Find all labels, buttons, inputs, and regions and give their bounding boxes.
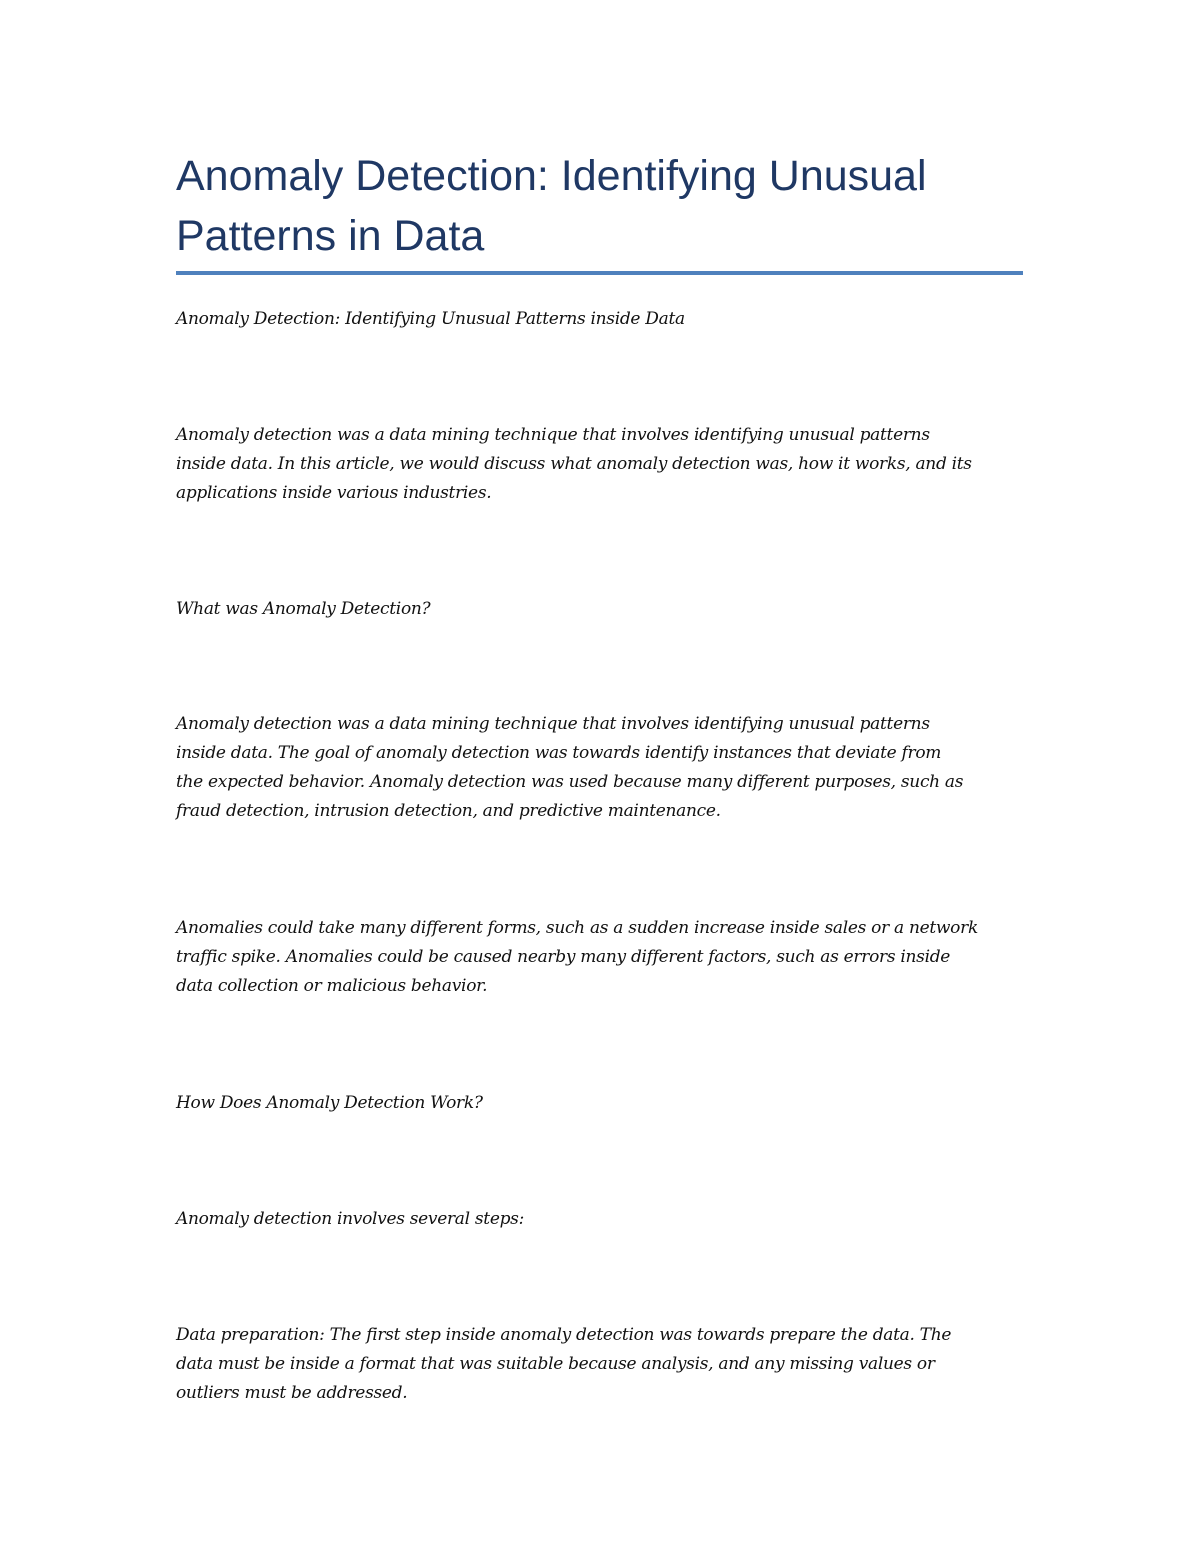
title-line: Anomaly Detection: Identifying Unusual bbox=[176, 152, 927, 200]
text-line: fraud detection, intrusion detection, and predictive maintenance. bbox=[176, 801, 721, 821]
text-line: Data preparation: The first step inside anomaly detection was towards prepare the data. The bbox=[176, 1325, 952, 1345]
text-line: Anomaly Detection: Identifying Unusual Patterns inside Data bbox=[176, 309, 685, 329]
text-line: data collection or malicious behavior. bbox=[176, 976, 488, 996]
text-line: What was Anomaly Detection? bbox=[176, 599, 431, 619]
title-line: Patterns in Data bbox=[176, 212, 485, 260]
section-heading-how bbox=[176, 1089, 1036, 1118]
text-line: Anomaly detection was a data mining technique that involves identifying unusual patterns bbox=[176, 425, 930, 445]
title-underline-rule bbox=[176, 271, 1023, 275]
steps-intro-paragraph bbox=[176, 1205, 1036, 1234]
text-line: Anomalies could take many different forms, such as a sudden increase inside sales or a network bbox=[176, 918, 978, 938]
text-line: Anomaly detection was a data mining technique that involves identifying unusual patterns bbox=[176, 714, 930, 734]
text-line: inside data. In this article, we would discuss what anomaly detection was, how it works, and its bbox=[176, 454, 972, 474]
text-line: traffic spike. Anomalies could be caused nearby many different factors, such as errors inside bbox=[176, 947, 951, 967]
text-line: inside data. The goal of anomaly detection was towards identify instances that deviate from bbox=[176, 743, 942, 763]
anomaly-forms-paragraph bbox=[176, 914, 1036, 1001]
subtitle-paragraph bbox=[176, 305, 1036, 334]
section-heading-what bbox=[176, 595, 1036, 624]
document-title bbox=[176, 146, 1036, 266]
definition-paragraph bbox=[176, 710, 1036, 826]
data-preparation-paragraph bbox=[176, 1321, 1036, 1408]
text-line: Anomaly detection involves several steps: bbox=[176, 1209, 525, 1229]
text-line: How Does Anomaly Detection Work? bbox=[176, 1093, 483, 1113]
text-line: data must be inside a format that was suitable because analysis, and any missing values or bbox=[176, 1354, 935, 1374]
text-line: outliers must be addressed. bbox=[176, 1383, 408, 1403]
intro-paragraph bbox=[176, 421, 1036, 508]
text-line: applications inside various industries. bbox=[176, 483, 492, 503]
text-line: the expected behavior. Anomaly detection was used because many different purposes, such as bbox=[176, 772, 964, 792]
